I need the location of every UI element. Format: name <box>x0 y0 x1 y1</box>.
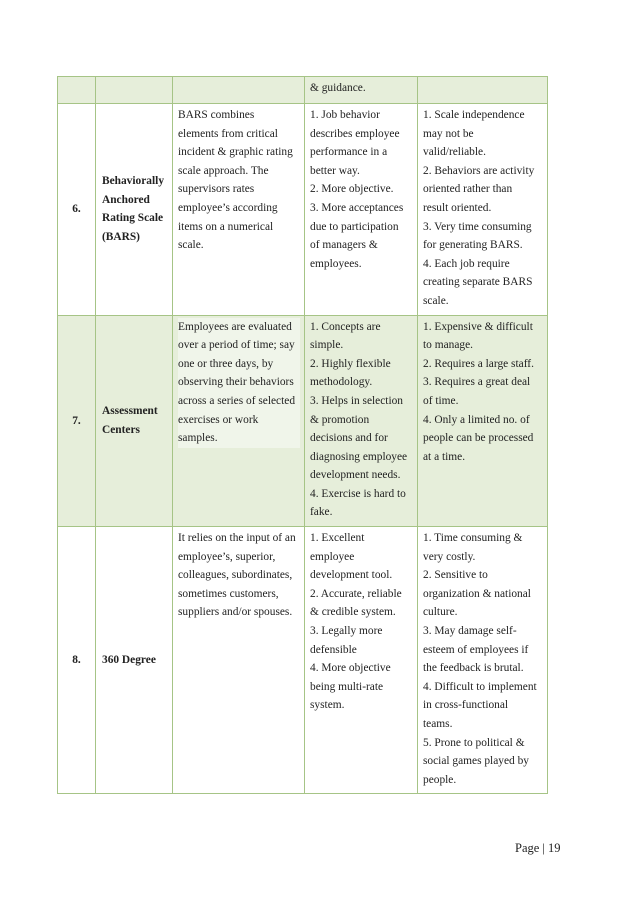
method-description: It relies on the input of an employee’s, superior, colleagues, subordinates, sometimes customers, suppliers and/or spouses. <box>173 527 305 794</box>
row-number: 6. <box>58 104 96 316</box>
table-row <box>58 77 548 104</box>
method-disadvantages: 1. Time consuming & very costly. 2. Sensitive to organization & national culture. 3. May damage self- esteem of employees if the feedback is brutal. 4. Difficult to implement in cross-functional teams. 5. Prone to political & social games played by people. <box>418 527 548 794</box>
row-number <box>58 77 96 104</box>
table-row <box>58 104 548 316</box>
method-name: 360 Degree <box>96 527 173 794</box>
method-name: Behaviorally Anchored Rating Scale (BARS) <box>96 104 173 316</box>
method-advantages: & guidance. <box>305 77 418 104</box>
method-description: Employees are evaluated over a period of time; say one or three days, by observing their behaviors across a series of selected exercises or work samples. <box>178 318 300 448</box>
row-number: 7. <box>58 315 96 527</box>
method-advantages: 1. Job behavior describes employee performance in a better way. 2. More objective. 3. More acceptances due to participation of managers & employees. <box>305 104 418 316</box>
method-advantages: 1. Concepts are simple. 2. Highly flexible methodology. 3. Helps in selection & promotion decisions and for diagnosing employee development needs. 4. Exercise is hard to fake. <box>305 315 418 527</box>
method-advantages: 1. Excellent employee development tool. 2. Accurate, reliable & credible system. 3. Legally more defensible 4. More objective being multi-rate system. <box>305 527 418 794</box>
method-name: Assessment Centers <box>96 315 173 527</box>
method-description <box>173 77 305 104</box>
table-row <box>58 315 548 527</box>
row-number: 8. <box>58 527 96 794</box>
method-disadvantages: 1. Scale independence may not be valid/reliable. 2. Behaviors are activity oriented rather than result oriented. 3. Very time consuming for generating BARS. 4. Each job require creating separate BARS scale. <box>418 104 548 316</box>
method-description-cell <box>173 315 305 527</box>
method-name <box>96 77 173 104</box>
page-number: Page | 19 <box>515 841 561 855</box>
method-disadvantages: 1. Expensive & difficult to manage. 2. Requires a large staff. 3. Requires a great deal of time. 4. Only a limited no. of people can be processed at a time. <box>418 315 548 527</box>
table-row <box>58 527 548 794</box>
method-description: BARS combines elements from critical incident & graphic rating scale approach. The supervisors rates employee’s according items on a numerical scale. <box>173 104 305 316</box>
appraisal-methods-table <box>57 76 548 794</box>
method-disadvantages <box>418 77 548 104</box>
